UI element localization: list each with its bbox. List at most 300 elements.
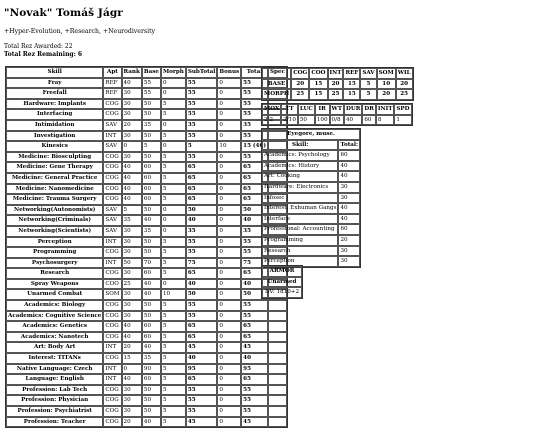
skill-cell: 55 [186, 385, 218, 396]
skill-name: Medicine: Trauma Surgery [6, 194, 103, 205]
skill-cell: 55 [186, 99, 218, 110]
skill-cell: 30 [122, 385, 142, 396]
skill-cell: 0 [217, 109, 241, 120]
rez-summary [4, 43, 82, 58]
table-row [6, 109, 287, 120]
skill-cell: 5 [161, 258, 186, 269]
skill-name: Academics: Genetics [6, 321, 103, 332]
skill-cell: 40 [122, 184, 142, 195]
attribute-cell: 15 [343, 79, 360, 90]
muse-skill-name: Infosec [262, 193, 338, 204]
skill-cell [268, 300, 287, 311]
table-row [6, 226, 287, 237]
muse-skill-name: Research [262, 246, 338, 257]
skill-cell: 50 [142, 131, 161, 142]
muse-skill-name: Academics: History [262, 161, 338, 172]
table-row [6, 237, 287, 248]
skill-cell: 50 [186, 205, 218, 216]
skill-cell: COG [103, 353, 121, 364]
derived-cell: 2/2 [262, 115, 281, 126]
skill-cell [268, 385, 287, 396]
attribute-cell: 15 [309, 89, 327, 100]
muse-skill-total: 30 [338, 256, 360, 267]
skill-cell: 0 [217, 300, 241, 311]
table-row [6, 247, 287, 258]
table-row [6, 152, 287, 163]
skill-cell: 0 [217, 342, 241, 353]
skill-cell: 40 [142, 279, 161, 290]
skill-cell: 35 [142, 353, 161, 364]
skill-cell: 35 [142, 120, 161, 131]
table-row [262, 182, 360, 193]
table-row [6, 184, 287, 195]
skill-cell: 50 [142, 205, 161, 216]
page-title: "Novak" Tomáš Jágr [4, 7, 123, 19]
skill-cell: 55 [241, 247, 268, 258]
skill-cell: 65 [186, 173, 218, 184]
skills-header-row [6, 67, 287, 78]
skill-name: Perception [6, 237, 103, 248]
muse-body [262, 150, 360, 267]
table-row [262, 235, 360, 246]
table-row [6, 268, 287, 279]
skill-cell: COG [103, 109, 121, 120]
skill-name: Research [6, 268, 103, 279]
skill-cell: 55 [241, 99, 268, 110]
armor-detail: DV: 1d10+2 [262, 287, 302, 298]
skill-cell: 40 [142, 342, 161, 353]
skill-cell: 0 [217, 215, 241, 226]
skill-cell: 30 [122, 109, 142, 120]
skill-cell: 0 [122, 141, 142, 152]
armor-table [261, 265, 303, 299]
skill-cell: 30 [122, 395, 142, 406]
skills-col-header: SubTotal [186, 67, 218, 78]
muse-header-row [262, 140, 360, 151]
skill-name: Language: English [6, 374, 103, 385]
skill-cell: 65 [186, 268, 218, 279]
skill-cell: 0 [217, 173, 241, 184]
skill-cell: 0 [217, 194, 241, 205]
skill-name: Networking(Autonomists) [6, 205, 103, 216]
skill-cell: 0 [217, 395, 241, 406]
derived-values-row [262, 115, 412, 126]
skill-cell: 65 [186, 332, 218, 343]
muse-skill-name: Hardware: Electronics [262, 182, 338, 193]
skill-cell [268, 364, 287, 375]
skill-cell: 0 [122, 364, 142, 375]
attributes-body [262, 79, 413, 100]
skill-cell: 50 [241, 289, 268, 300]
attribute-row-label: BASE [262, 79, 291, 90]
table-row [262, 89, 413, 100]
skill-cell: COG [103, 194, 121, 205]
skills-col-header: Base [142, 67, 161, 78]
table-row [262, 161, 360, 172]
skill-cell: 55 [186, 109, 218, 120]
table-row [262, 224, 360, 235]
derived-col-header: DR [362, 104, 376, 115]
attribute-col-header: INT [328, 68, 344, 79]
skill-cell: COG [103, 152, 121, 163]
skill-cell: 0 [217, 279, 241, 290]
skill-cell: 0 [217, 268, 241, 279]
attributes-table [261, 67, 414, 101]
muse-skill-total: 20 [338, 235, 360, 246]
skill-cell [268, 406, 287, 417]
skill-name: Freefall [6, 88, 103, 99]
skill-cell: 60 [142, 332, 161, 343]
skill-cell: 50 [142, 109, 161, 120]
derived-cell: 60 [362, 115, 376, 126]
derived-col-header: LUC [298, 104, 315, 115]
skill-cell: 45 [241, 342, 268, 353]
skill-cell: 0 [217, 258, 241, 269]
skill-cell: COG [103, 162, 121, 173]
table-row [262, 79, 413, 90]
skill-cell: 40 [122, 78, 142, 89]
skill-cell: 30 [122, 237, 142, 248]
table-row [262, 214, 360, 225]
attribute-col-header: COG [291, 68, 309, 79]
muse-skill-total: 30 [338, 182, 360, 193]
skill-cell: 40 [122, 321, 142, 332]
skill-cell: 5 [161, 99, 186, 110]
derived-col-header: IR [315, 104, 330, 115]
attribute-cell: 20 [396, 79, 413, 90]
skill-cell: 0 [217, 131, 241, 142]
skill-cell: 0 [161, 279, 186, 290]
skill-cell: 0 [217, 321, 241, 332]
skill-cell: 40 [142, 417, 161, 428]
skill-cell: 15 (40) [241, 141, 268, 152]
skill-cell: 60 [142, 162, 161, 173]
attribute-row-label: MORPH [262, 89, 291, 100]
skill-cell: INT [103, 258, 121, 269]
skill-name: Psychosurgery [6, 258, 103, 269]
skill-cell: 30 [122, 311, 142, 322]
skill-cell: 30 [122, 226, 142, 237]
skill-cell: 15 [122, 353, 142, 364]
derived-header-row [262, 104, 412, 115]
skill-cell: 0 [161, 205, 186, 216]
skill-cell: 50 [142, 395, 161, 406]
skill-cell: 65 [241, 332, 268, 343]
skill-cell: 55 [241, 406, 268, 417]
muse-skill-name: Professional: Accounting [262, 224, 338, 235]
skill-cell: 70 [142, 258, 161, 269]
skill-cell: 55 [241, 237, 268, 248]
derived-cell: 8 [376, 115, 395, 126]
muse-skill-name: Perception [262, 256, 338, 267]
skill-cell: INT [103, 374, 121, 385]
skill-cell: 0 [217, 311, 241, 322]
skill-cell: 10 [161, 289, 186, 300]
skill-cell: SAV [103, 226, 121, 237]
skills-col-header: Skill [6, 67, 103, 78]
skills-col-header: Morph [161, 67, 186, 78]
skill-cell: 35 [142, 226, 161, 237]
skill-cell: COG [103, 300, 121, 311]
skill-cell: 5 [161, 300, 186, 311]
skill-cell: 40 [241, 215, 268, 226]
skill-cell: 55 [186, 131, 218, 142]
skill-cell: 5 [161, 342, 186, 353]
skill-cell: 5 [161, 173, 186, 184]
skill-name: Academics: Cognitive Science [6, 311, 103, 322]
skill-name: Academics: Biology [6, 300, 103, 311]
skill-cell: 55 [186, 152, 218, 163]
skill-name: Interest: TITANs [6, 353, 103, 364]
skill-cell: 5 [161, 385, 186, 396]
skill-cell: 30 [122, 406, 142, 417]
skills-body [6, 78, 287, 428]
skill-cell: 55 [241, 131, 268, 142]
skill-cell: 90 [142, 364, 161, 375]
table-row [6, 353, 287, 364]
skill-cell: REF [103, 78, 121, 89]
skill-cell: 30 [122, 99, 142, 110]
skill-cell: 55 [186, 395, 218, 406]
attribute-cell: 15 [309, 79, 327, 90]
table-row [6, 141, 287, 152]
derived-cell: 50 [298, 115, 315, 126]
skill-cell: 5 [161, 332, 186, 343]
skill-cell: 40 [186, 215, 218, 226]
skill-cell: 65 [241, 184, 268, 195]
skill-cell: COG [103, 406, 121, 417]
attribute-cell: 5 [360, 79, 376, 90]
derived-col-header: SPD [394, 104, 411, 115]
skill-cell: 45 [186, 342, 218, 353]
skill-cell: 55 [186, 247, 218, 258]
skill-cell: COG [103, 184, 121, 195]
skill-cell: 35 [241, 120, 268, 131]
skill-cell: 0 [217, 332, 241, 343]
muse-skill-name: Academics: Psychology [262, 150, 338, 161]
skill-cell: COG [103, 268, 121, 279]
traits-list: +Hyper-Evolution, +Research, +Neurodiversity [4, 28, 156, 35]
table-row [6, 374, 287, 385]
skill-cell: 0 [217, 205, 241, 216]
skill-cell: 5 [142, 141, 161, 152]
table-row [6, 99, 287, 110]
skill-cell: 0 [161, 226, 186, 237]
attribute-col-header: WIL [396, 68, 413, 79]
skill-cell: COG [103, 311, 121, 322]
skill-cell: 55 [186, 237, 218, 248]
skill-cell: 75 [241, 258, 268, 269]
muse-skill-total: 40 [338, 214, 360, 225]
table-row [6, 417, 287, 428]
skill-cell: COG [103, 173, 121, 184]
skill-cell: 5 [161, 364, 186, 375]
skill-cell: SAV [103, 215, 121, 226]
skill-cell: COG [103, 395, 121, 406]
skills-col-header: Apt [103, 67, 121, 78]
skill-cell: 55 [186, 300, 218, 311]
skill-name: Programming [6, 247, 103, 258]
table-row [6, 406, 287, 417]
skill-cell: 65 [241, 162, 268, 173]
skill-cell: 65 [186, 184, 218, 195]
skill-cell [268, 332, 287, 343]
skills-col-header: Total [241, 67, 268, 78]
skill-cell: 50 [186, 289, 218, 300]
skill-name: Medicine: General Practice [6, 173, 103, 184]
skill-cell: 0 [217, 184, 241, 195]
skill-cell: 5 [122, 205, 142, 216]
table-row [6, 311, 287, 322]
derived-cell: 100 [315, 115, 330, 126]
table-row [6, 173, 287, 184]
skill-cell: 5 [161, 131, 186, 142]
skill-cell: 0 [217, 374, 241, 385]
table-row [6, 78, 287, 89]
skill-cell: SAV [103, 205, 121, 216]
skill-cell: 50 [142, 237, 161, 248]
muse-skill-total: 30 [338, 246, 360, 257]
skill-cell: 40 [122, 374, 142, 385]
attribute-col-header: SAV [360, 68, 376, 79]
skills-col-header: Bonus [217, 67, 241, 78]
skill-cell: 40 [241, 279, 268, 290]
skill-cell: 35 [122, 215, 142, 226]
table-row [6, 88, 287, 99]
skill-cell: 65 [241, 268, 268, 279]
derived-col-header: WT [330, 104, 344, 115]
skill-cell [268, 342, 287, 353]
skill-cell: 65 [186, 162, 218, 173]
skill-cell: 60 [142, 268, 161, 279]
skill-name: Networking(Criminals) [6, 215, 103, 226]
attribute-cell: 20 [291, 79, 309, 90]
skills-col-header: Spec [268, 67, 287, 78]
skill-cell: 25 [122, 279, 142, 290]
skill-cell: COO [103, 279, 121, 290]
skills-table [5, 66, 288, 428]
skill-cell: 65 [241, 194, 268, 205]
skill-cell [268, 374, 287, 385]
skill-cell: 5 [161, 247, 186, 258]
skill-cell: 60 [142, 194, 161, 205]
skill-cell: SOM [103, 289, 121, 300]
skill-name: Profession: Teacher [6, 417, 103, 428]
muse-skill-total: 40 [338, 171, 360, 182]
skill-name: Hardware: Implants [6, 99, 103, 110]
table-row [6, 332, 287, 343]
skill-cell: 40 [142, 215, 161, 226]
skill-cell [268, 321, 287, 332]
skill-cell: 65 [186, 194, 218, 205]
skill-name: Art: Body Art [6, 342, 103, 353]
skill-cell: 0 [217, 417, 241, 428]
attribute-cell: 20 [377, 89, 396, 100]
skill-name: Medicine: Nanomedicine [6, 184, 103, 195]
muse-col-header: Total: [338, 140, 360, 151]
skill-cell: 55 [241, 109, 268, 120]
skill-cell: 0 [217, 162, 241, 173]
muse-skills-table [261, 128, 361, 268]
table-row [6, 289, 287, 300]
skill-cell: 35 [241, 226, 268, 237]
derived-col-header: INIT [376, 104, 395, 115]
table-row [6, 279, 287, 290]
skill-name: Fray [6, 78, 103, 89]
derived-cell: 2/10 [281, 115, 298, 126]
skill-cell: 0 [161, 88, 186, 99]
skill-cell: 20 [122, 417, 142, 428]
skill-cell: 40 [122, 194, 142, 205]
skill-cell: 55 [241, 152, 268, 163]
skill-cell: 50 [122, 258, 142, 269]
skill-cell: COG [103, 385, 121, 396]
skill-cell: 0 [217, 237, 241, 248]
skill-cell: 95 [186, 364, 218, 375]
attribute-col-header [262, 68, 291, 79]
muse-skill-name: Programming [262, 235, 338, 246]
skill-cell [268, 417, 287, 428]
skill-cell: 0 [217, 78, 241, 89]
skill-cell: 45 [186, 417, 218, 428]
skill-cell: 40 [122, 332, 142, 343]
attribute-cell: 5 [360, 89, 376, 100]
attribute-cell: 25 [291, 89, 309, 100]
skill-cell: 30 [122, 268, 142, 279]
table-row [6, 131, 287, 142]
rez-awarded: Total Rez Awarded: 22 [4, 43, 73, 50]
skill-cell: 0 [217, 99, 241, 110]
skill-cell: 5 [161, 353, 186, 364]
skill-cell: 65 [186, 374, 218, 385]
skill-cell: 10 [217, 141, 241, 152]
skill-cell: 5 [161, 374, 186, 385]
table-row [6, 395, 287, 406]
skill-cell: 5 [161, 194, 186, 205]
skill-cell: 50 [142, 385, 161, 396]
table-row [262, 246, 360, 257]
derived-cell: 1 [394, 115, 411, 126]
skill-cell: SAV [103, 120, 121, 131]
skill-name: Medicine: Biosculpting [6, 152, 103, 163]
skill-cell: 30 [122, 247, 142, 258]
skill-cell: 0 [217, 364, 241, 375]
skill-cell: COG [103, 332, 121, 343]
skill-name: Profession: Lab Tech [6, 385, 103, 396]
derived-stats-table [261, 103, 413, 126]
skill-name: Unarmed Combat [6, 289, 103, 300]
skill-cell: 5 [161, 152, 186, 163]
skill-cell: COG [103, 247, 121, 258]
skill-cell: 55 [241, 385, 268, 396]
skill-cell: 65 [241, 321, 268, 332]
skill-cell: 55 [142, 88, 161, 99]
skill-cell: 20 [122, 120, 142, 131]
skill-name: Native Language: Czech [6, 364, 103, 375]
rez-remaining: Total Rez Remaining: 6 [4, 50, 83, 58]
skill-cell: 30 [122, 289, 142, 300]
skill-cell: 0 [217, 247, 241, 258]
derived-cell: 0/8 [330, 115, 344, 126]
skill-cell [268, 311, 287, 322]
skill-cell: COG [103, 99, 121, 110]
skill-cell: 30 [122, 131, 142, 142]
skill-cell: 5 [161, 311, 186, 322]
skill-cell: INT [103, 131, 121, 142]
skill-cell: 60 [142, 184, 161, 195]
skill-name: Academics: Nanotech [6, 332, 103, 343]
derived-cell: 40 [344, 115, 362, 126]
